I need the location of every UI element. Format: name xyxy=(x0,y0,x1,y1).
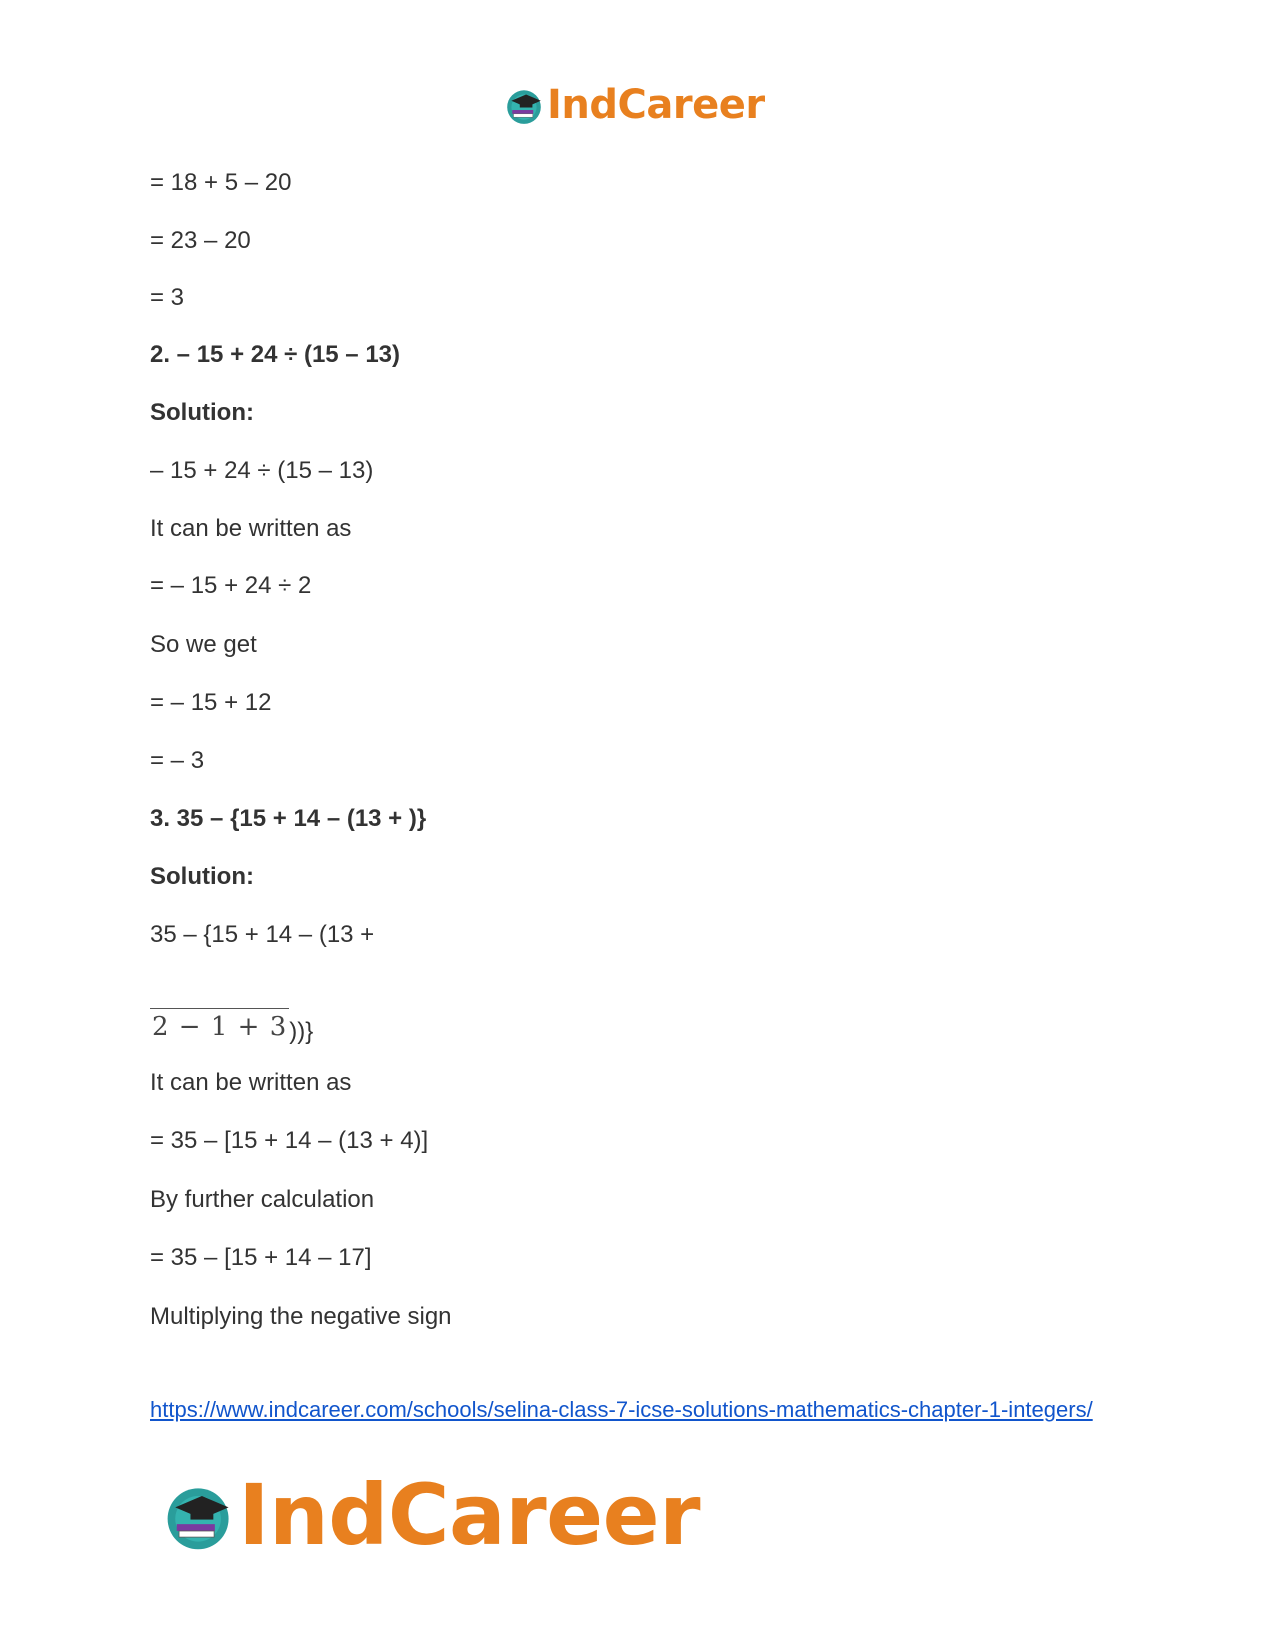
solution-label: Solution: xyxy=(150,399,254,426)
logo-wordmark: IndCareer xyxy=(547,82,765,128)
text-line: Multiplying the negative sign xyxy=(150,1303,452,1330)
text-line: = 35 – [15 + 14 – 17] xyxy=(150,1244,372,1271)
overlined-expression: 2 − 1 + 3 xyxy=(150,1008,289,1043)
text-line: = – 15 + 12 xyxy=(150,689,272,716)
text-line: = – 15 + 24 ÷ 2 xyxy=(150,572,312,599)
graduation-globe-icon xyxy=(503,84,545,126)
question-heading: 3. 35 – {15 + 14 – (13 + )} xyxy=(150,805,427,832)
text-line: It can be written as xyxy=(150,1069,352,1096)
text-line: It can be written as xyxy=(150,515,352,542)
source-link[interactable]: https://www.indcareer.com/schools/selina-class-7-icse-solutions-mathematics-chapter-1-integers/ xyxy=(150,1397,1093,1422)
graduation-globe-icon xyxy=(160,1473,236,1557)
logo-wordmark: IndCareer xyxy=(238,1466,700,1564)
text-line: By further calculation xyxy=(150,1186,375,1213)
question-heading: 2. – 15 + 24 ÷ (15 – 13) xyxy=(150,341,401,368)
text-line: = 23 – 20 xyxy=(150,227,251,254)
text-line: = 18 + 5 – 20 xyxy=(150,169,292,196)
closing-brackets: ))} xyxy=(289,1018,314,1045)
footer-logo xyxy=(160,1465,700,1565)
header-logo xyxy=(503,80,775,130)
text-line: So we get xyxy=(150,631,257,658)
math-expression-line xyxy=(150,1008,313,1048)
text-line: = – 3 xyxy=(150,747,205,774)
text-line: = 35 – [15 + 14 – (13 + 4)] xyxy=(150,1127,429,1154)
solution-label: Solution: xyxy=(150,863,254,890)
text-line: 35 – {15 + 14 – (13 + xyxy=(150,921,375,948)
text-line: = 3 xyxy=(150,284,185,311)
text-line: – 15 + 24 ÷ (15 – 13) xyxy=(150,457,374,484)
